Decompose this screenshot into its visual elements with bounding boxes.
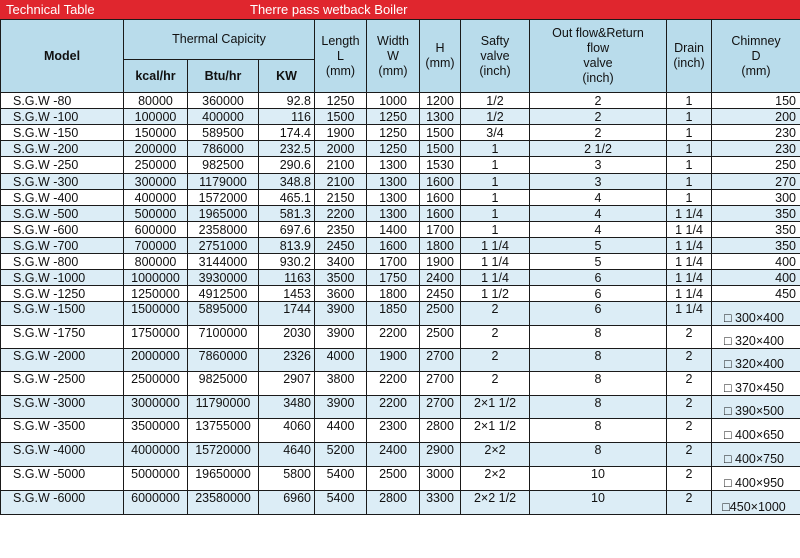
table-cell: 5 [530, 238, 667, 254]
table-cell: 6000000 [124, 491, 188, 515]
table-cell: 1250 [367, 109, 420, 125]
table-cell: 2×1 1/2 [461, 396, 530, 419]
table-cell: 2700 [420, 349, 461, 372]
table-cell: 2358000 [188, 222, 259, 238]
table-cell: 4 [530, 206, 667, 222]
table-cell: 1 [461, 190, 530, 206]
table-cell: 2 [530, 125, 667, 141]
table-cell: 2700 [420, 372, 461, 396]
title-bar [0, 0, 800, 19]
table-cell: 2 [667, 443, 712, 467]
table-cell: 2 [667, 349, 712, 372]
table-cell: 1 [461, 157, 530, 174]
table-cell: 1163 [259, 270, 315, 286]
table-cell: 2800 [367, 491, 420, 515]
table-row [1, 270, 800, 286]
table-cell: 3 [530, 174, 667, 190]
table-cell: S.G.W -800 [1, 254, 124, 270]
header-width: Width W (mm) [367, 20, 420, 93]
table-cell: 2500 [367, 467, 420, 491]
table-cell: □ 370×450 [712, 372, 800, 396]
table-cell: 1900 [420, 254, 461, 270]
table-row [1, 206, 800, 222]
table-cell: 2500000 [124, 372, 188, 396]
table-cell: 1 1/4 [667, 302, 712, 326]
table-cell: 4640 [259, 443, 315, 467]
header-chimney: Chimney D (mm) [712, 20, 800, 93]
table-cell: 1800 [367, 286, 420, 302]
table-cell: □ 320×400 [712, 349, 800, 372]
table-cell: S.G.W -1500 [1, 302, 124, 326]
table-cell: 350 [712, 222, 800, 238]
table-cell: 800000 [124, 254, 188, 270]
table-cell: 1250 [367, 141, 420, 157]
table-cell: 2300 [367, 419, 420, 443]
table-cell: 15720000 [188, 443, 259, 467]
table-cell: 2 [530, 109, 667, 125]
table-cell: □ 400×750 [712, 443, 800, 467]
table-cell: □ 320×400 [712, 326, 800, 349]
table-cell: 2000000 [124, 349, 188, 372]
table-cell: 1250000 [124, 286, 188, 302]
table-cell: 1300 [367, 206, 420, 222]
table-cell: 9825000 [188, 372, 259, 396]
table-cell: 2 [667, 491, 712, 515]
table-cell: 150000 [124, 125, 188, 141]
header-btu: Btu/hr [188, 60, 259, 93]
header-model: Model [1, 20, 124, 93]
table-cell: 1900 [315, 125, 367, 141]
table-cell: 19650000 [188, 467, 259, 491]
table-cell: 2200 [315, 206, 367, 222]
table-cell: 3600 [315, 286, 367, 302]
table-cell: 2×2 [461, 443, 530, 467]
table-cell: 1600 [420, 174, 461, 190]
table-cell: 2 [461, 372, 530, 396]
table-cell: 589500 [188, 125, 259, 141]
table-cell: 1179000 [188, 174, 259, 190]
table-row [1, 141, 800, 157]
table-cell: 2 [667, 326, 712, 349]
table-cell: 2450 [315, 238, 367, 254]
table-cell: 1 [667, 157, 712, 174]
table-title: Therre pass wetback Boiler [250, 2, 408, 17]
table-cell: 4060 [259, 419, 315, 443]
table-cell: 200 [712, 109, 800, 125]
table-cell: S.G.W -1000 [1, 270, 124, 286]
table-row [1, 254, 800, 270]
table-cell: 2000 [315, 141, 367, 157]
table-row [1, 302, 800, 326]
table-cell: 2 [461, 326, 530, 349]
table-cell: 10 [530, 491, 667, 515]
table-cell: 1 [461, 141, 530, 157]
table-cell: 92.8 [259, 93, 315, 109]
table-cell: 2 1/2 [530, 141, 667, 157]
table-cell: S.G.W -2500 [1, 372, 124, 396]
table-cell: S.G.W -80 [1, 93, 124, 109]
table-cell: 813.9 [259, 238, 315, 254]
table-cell: S.G.W -150 [1, 125, 124, 141]
table-cell: 4000000 [124, 443, 188, 467]
table-cell: □ 390×500 [712, 396, 800, 419]
table-row [1, 326, 800, 349]
table-cell: 232.5 [259, 141, 315, 157]
table-cell: 5800 [259, 467, 315, 491]
table-row [1, 286, 800, 302]
table-cell: 1 1/4 [667, 254, 712, 270]
table-cell: 8 [530, 396, 667, 419]
table-cell: 1 [667, 190, 712, 206]
table-cell: 8 [530, 419, 667, 443]
table-cell: S.G.W -400 [1, 190, 124, 206]
table-cell: 4 [530, 222, 667, 238]
table-cell: 700000 [124, 238, 188, 254]
table-cell: 2 [667, 396, 712, 419]
table-cell: □ 400×650 [712, 419, 800, 443]
table-cell: □450×1000 [712, 491, 800, 515]
table-cell: S.G.W -1250 [1, 286, 124, 302]
table-cell: 2 [530, 93, 667, 109]
table-cell: 2×2 [461, 467, 530, 491]
table-cell: 1 1/4 [461, 270, 530, 286]
table-cell: 1744 [259, 302, 315, 326]
table-cell: 450 [712, 286, 800, 302]
table-cell: □ 400×950 [712, 467, 800, 491]
table-cell: 1 [667, 125, 712, 141]
table-cell: 3300 [420, 491, 461, 515]
table-cell: 1600 [420, 206, 461, 222]
header-h: H (mm) [420, 20, 461, 93]
table-cell: 3400 [315, 254, 367, 270]
table-cell: S.G.W -6000 [1, 491, 124, 515]
table-cell: 8 [530, 372, 667, 396]
table-cell: 2×2 1/2 [461, 491, 530, 515]
table-cell: 1 [667, 109, 712, 125]
table-cell: 2200 [367, 326, 420, 349]
table-cell: 2450 [420, 286, 461, 302]
table-cell: 3500000 [124, 419, 188, 443]
table-cell: 1 1/4 [461, 238, 530, 254]
table-cell: 350 [712, 206, 800, 222]
table-cell: 3000 [420, 467, 461, 491]
table-cell: 100000 [124, 109, 188, 125]
table-cell: 290.6 [259, 157, 315, 174]
table-cell: 982500 [188, 157, 259, 174]
table-cell: 786000 [188, 141, 259, 157]
table-cell: 2 [667, 372, 712, 396]
table-cell: 11790000 [188, 396, 259, 419]
table-cell: 5200 [315, 443, 367, 467]
table-row [1, 174, 800, 190]
table-cell: 150 [712, 93, 800, 109]
table-cell: 2×1 1/2 [461, 419, 530, 443]
table-cell: 1/2 [461, 93, 530, 109]
table-cell: 2400 [420, 270, 461, 286]
table-row [1, 491, 800, 515]
table-row [1, 349, 800, 372]
table-cell: 3/4 [461, 125, 530, 141]
table-cell: 400000 [188, 109, 259, 125]
table-cell: S.G.W -3500 [1, 419, 124, 443]
table-cell: 3480 [259, 396, 315, 419]
table-cell: 300000 [124, 174, 188, 190]
table-cell: 350 [712, 238, 800, 254]
table-cell: 1850 [367, 302, 420, 326]
boiler-spec-table [0, 19, 800, 515]
header-thermal: Thermal Capicity [124, 20, 315, 60]
table-cell: 1300 [420, 109, 461, 125]
table-cell: 200000 [124, 141, 188, 157]
table-cell: 3 [530, 157, 667, 174]
table-cell: 1500 [420, 141, 461, 157]
table-cell: 360000 [188, 93, 259, 109]
table-cell: 3900 [315, 302, 367, 326]
table-row [1, 109, 800, 125]
table-cell: 2200 [367, 396, 420, 419]
table-cell: S.G.W -2000 [1, 349, 124, 372]
table-cell: 3930000 [188, 270, 259, 286]
table-cell: 930.2 [259, 254, 315, 270]
table-cell: S.G.W -100 [1, 109, 124, 125]
table-row [1, 238, 800, 254]
table-cell: 2751000 [188, 238, 259, 254]
table-cell: 174.4 [259, 125, 315, 141]
table-row [1, 419, 800, 443]
table-cell: 2400 [367, 443, 420, 467]
table-cell: 2700 [420, 396, 461, 419]
table-cell: 270 [712, 174, 800, 190]
table-cell: 581.3 [259, 206, 315, 222]
table-cell: 1 1/4 [667, 222, 712, 238]
table-cell: 6 [530, 270, 667, 286]
table-row [1, 222, 800, 238]
table-cell: 1300 [367, 190, 420, 206]
table-cell: 2350 [315, 222, 367, 238]
table-body [1, 93, 800, 515]
header-outflow-valve: Out flow&Return flow valve (inch) [530, 20, 667, 93]
table-cell: 1500 [420, 125, 461, 141]
table-cell: 1750 [367, 270, 420, 286]
table-cell: S.G.W -200 [1, 141, 124, 157]
table-cell: 2 [461, 302, 530, 326]
table-cell: 8 [530, 443, 667, 467]
table-cell: 400 [712, 270, 800, 286]
table-cell: 2907 [259, 372, 315, 396]
table-cell: 3500 [315, 270, 367, 286]
table-cell: 5400 [315, 491, 367, 515]
table-cell: 2900 [420, 443, 461, 467]
table-cell: 600000 [124, 222, 188, 238]
table-cell: S.G.W -5000 [1, 467, 124, 491]
header-kcal: kcal/hr [124, 60, 188, 93]
table-cell: 8 [530, 326, 667, 349]
table-cell: 1 1/4 [667, 270, 712, 286]
table-cell: 1900 [367, 349, 420, 372]
table-cell: 5400 [315, 467, 367, 491]
table-cell: 1500000 [124, 302, 188, 326]
table-cell: 1 1/4 [667, 286, 712, 302]
table-cell: 23580000 [188, 491, 259, 515]
table-cell: 5895000 [188, 302, 259, 326]
table-cell: 697.6 [259, 222, 315, 238]
table-cell: 1250 [367, 125, 420, 141]
table-label: Technical Table [6, 2, 95, 17]
header-drain: Drain (inch) [667, 20, 712, 93]
table-cell: S.G.W -4000 [1, 443, 124, 467]
table-cell: 1 [461, 206, 530, 222]
table-cell: 2100 [315, 157, 367, 174]
table-cell: 80000 [124, 93, 188, 109]
table-cell: 5000000 [124, 467, 188, 491]
table-cell: 13755000 [188, 419, 259, 443]
table-cell: 1600 [367, 238, 420, 254]
table-cell: 2200 [367, 372, 420, 396]
table-cell: 1 1/4 [667, 206, 712, 222]
table-cell: 3900 [315, 396, 367, 419]
table-cell: S.G.W -250 [1, 157, 124, 174]
table-cell: 2500 [420, 326, 461, 349]
table-cell: S.G.W -700 [1, 238, 124, 254]
table-row [1, 467, 800, 491]
table-cell: 2030 [259, 326, 315, 349]
table-row [1, 443, 800, 467]
table-cell: 5 [530, 254, 667, 270]
table-cell: 2 [667, 467, 712, 491]
table-cell: S.G.W -3000 [1, 396, 124, 419]
table-cell: S.G.W -500 [1, 206, 124, 222]
table-cell: 250000 [124, 157, 188, 174]
table-cell: 4 [530, 190, 667, 206]
table-row [1, 93, 800, 109]
table-cell: 8 [530, 349, 667, 372]
table-cell: 250 [712, 157, 800, 174]
table-cell: 6960 [259, 491, 315, 515]
table-cell: 1000 [367, 93, 420, 109]
table-cell: 1750000 [124, 326, 188, 349]
table-cell: 465.1 [259, 190, 315, 206]
table-cell: 1 [461, 222, 530, 238]
table-cell: 1300 [367, 174, 420, 190]
table-cell: 1 [667, 141, 712, 157]
table-cell: 7860000 [188, 349, 259, 372]
table-cell: 300 [712, 190, 800, 206]
table-cell: 1800 [420, 238, 461, 254]
table-cell: 1700 [367, 254, 420, 270]
header-safety-valve: Safty valve (inch) [461, 20, 530, 93]
table-cell: 2 [667, 419, 712, 443]
table-cell: 1 1/4 [667, 238, 712, 254]
table-cell: 4400 [315, 419, 367, 443]
table-cell: 1 [667, 174, 712, 190]
table-cell: 3144000 [188, 254, 259, 270]
table-cell: 1700 [420, 222, 461, 238]
table-cell: 1300 [367, 157, 420, 174]
table-cell: 1250 [315, 93, 367, 109]
table-cell: 348.8 [259, 174, 315, 190]
table-cell: 2100 [315, 174, 367, 190]
table-cell: 1500 [315, 109, 367, 125]
table-cell: 1600 [420, 190, 461, 206]
table-cell: 500000 [124, 206, 188, 222]
table-cell: 1572000 [188, 190, 259, 206]
table-row [1, 190, 800, 206]
table-cell: □ 300×400 [712, 302, 800, 326]
table-cell: S.G.W -1750 [1, 326, 124, 349]
table-cell: 6 [530, 286, 667, 302]
table-cell: 1/2 [461, 109, 530, 125]
table-cell: 1200 [420, 93, 461, 109]
table-cell: 116 [259, 109, 315, 125]
table-cell: 1965000 [188, 206, 259, 222]
table-cell: 6 [530, 302, 667, 326]
table-row [1, 125, 800, 141]
table-cell: 2500 [420, 302, 461, 326]
table-cell: 400000 [124, 190, 188, 206]
table-cell: 1 1/2 [461, 286, 530, 302]
table-cell: 3900 [315, 326, 367, 349]
table-row [1, 372, 800, 396]
table-cell: S.G.W -600 [1, 222, 124, 238]
table-cell: 1 1/4 [461, 254, 530, 270]
table-cell: 4912500 [188, 286, 259, 302]
table-cell: 3000000 [124, 396, 188, 419]
table-cell: S.G.W -300 [1, 174, 124, 190]
table-cell: 230 [712, 125, 800, 141]
table-cell: 1400 [367, 222, 420, 238]
table-cell: 400 [712, 254, 800, 270]
table-row [1, 396, 800, 419]
table-cell: 1 [667, 93, 712, 109]
table-cell: 2800 [420, 419, 461, 443]
table-cell: 3800 [315, 372, 367, 396]
table-cell: 230 [712, 141, 800, 157]
table-cell: 2150 [315, 190, 367, 206]
table-cell: 1453 [259, 286, 315, 302]
table-cell: 10 [530, 467, 667, 491]
table-cell: 4000 [315, 349, 367, 372]
header-kw: KW [259, 60, 315, 93]
table-row [1, 157, 800, 174]
table-cell: 2 [461, 349, 530, 372]
table-cell: 1 [461, 174, 530, 190]
header-length: Length L (mm) [315, 20, 367, 93]
table-cell: 2326 [259, 349, 315, 372]
table-cell: 1000000 [124, 270, 188, 286]
table-cell: 7100000 [188, 326, 259, 349]
table-cell: 1530 [420, 157, 461, 174]
